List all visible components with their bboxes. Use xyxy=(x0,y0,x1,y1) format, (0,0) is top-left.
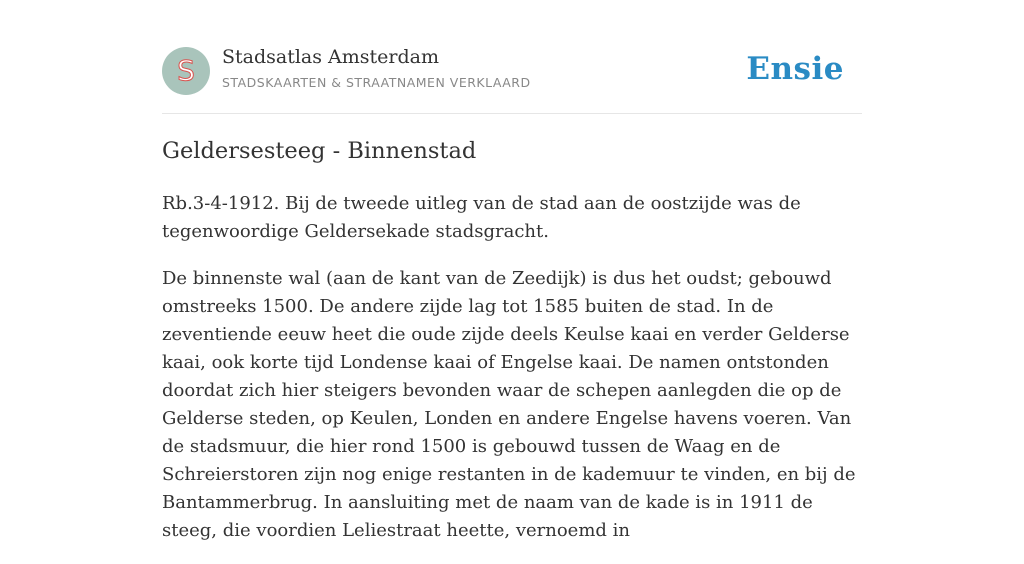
site-header xyxy=(162,0,862,114)
brand-logo[interactable]: Ensie xyxy=(746,51,844,87)
paragraph-1: Rb.3-4-1912. Bij de tweede uitleg van de stad aan de oostzijde was de tegenwoordige Geldersekade stadsgracht. xyxy=(162,193,801,242)
page xyxy=(162,0,862,541)
avatar-letter: S xyxy=(177,54,195,87)
avatar[interactable] xyxy=(162,47,210,95)
page-title: Geldersesteeg - Binnenstad xyxy=(162,138,477,164)
paragraph-2: De binnenste wal (aan de kant van de Zeedijk) is dus het oudst; gebouwd omstreeks 1500. De andere zijde lag tot 1585 buiten de stad. In de zeventiende eeuw heet die oude zijde deels Keulse kaai en verder Gelderse kaai, ook korte tijd Londense kaai of Engelse kaai. De namen ontstonden doordat zich hier steigers bevonden waar de schepen aanlegden die op de Gelderse steden, op Keulen, Londen en andere Engelse havens voeren. Van de stadsmuur, die hier rond 1500 is gebouwd tussen de Waag en de Schreierstoren zijn nog enige restanten in de kademuur te vinden, en bij de Bantammerbrug. In aansluiting met de naam van de kade is in 1911 de steeg, die voordien Leliestraat heette, vernoemd in xyxy=(162,268,856,541)
site-title[interactable]: Stadsatlas Amsterdam xyxy=(222,46,440,68)
site-subtitle: STADSKAARTEN & STRAATNAMEN VERKLAARD xyxy=(222,75,531,90)
entry-body xyxy=(162,190,872,564)
